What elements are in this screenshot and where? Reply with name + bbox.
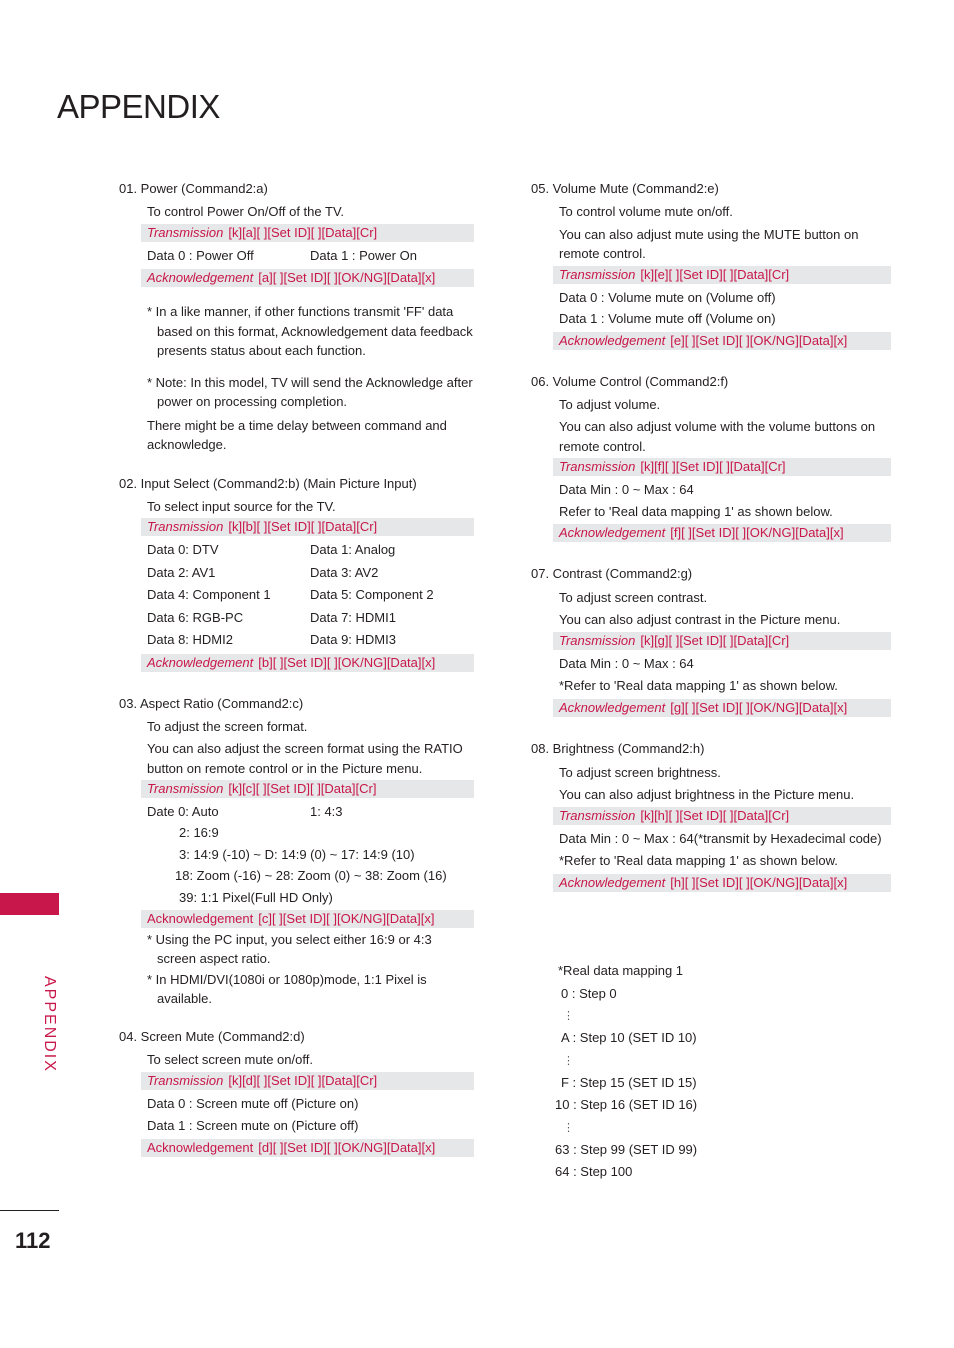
note (119, 373, 474, 412)
acknowledgement-code: [e][ ][Set ID][ ][OK/NG][Data][x] (670, 332, 848, 348)
ellipsis-icon: ⋮ (563, 1054, 574, 1067)
data-value: Data 1: Analog (310, 542, 396, 557)
acknowledgement-format (553, 524, 891, 542)
data-value: 3: 14:9 (-10) ~ D: 14:9 (0) ~ 17: 14:9 (10) (179, 846, 415, 862)
transmission-code: [k][h][ ][Set ID][ ][Data][Cr] (640, 808, 790, 823)
data-value: Data Min : 0 ~ Max : 64 (559, 482, 694, 497)
data-value: Data 3: AV2 (310, 564, 379, 580)
transmission-format (553, 266, 891, 284)
transmission-code: [k][g][ ][Set ID][ ][Data][Cr] (640, 633, 790, 648)
transmission-format (553, 458, 891, 476)
mapping-title: *Real data mapping 1 (558, 963, 684, 978)
section-description: To select screen mute on/off. (147, 1052, 313, 1067)
section-heading: 02. Input Select (Command2:b) (Main Picture Input) (119, 475, 417, 491)
section-description: You can also adjust mute using the MUTE button on remote control. (559, 226, 859, 261)
transmission-code: [k][d][ ][Set ID][ ][Data][Cr] (228, 1072, 378, 1088)
transmission-code: [k][e][ ][Set ID][ ][Data][Cr] (640, 266, 790, 282)
note (119, 302, 474, 361)
acknowledgement-format (141, 1139, 474, 1157)
acknowledgement-label: Acknowledgement (147, 911, 254, 926)
data-value: 39: 1:1 Pixel(Full HD Only) (179, 889, 333, 905)
section-description: To adjust volume. (559, 396, 661, 412)
section-description: To adjust the screen format. (147, 718, 308, 734)
transmission-code: [k][a][ ][Set ID][ ][Data][Cr] (228, 224, 378, 240)
transmission-format (141, 224, 474, 242)
note (119, 931, 474, 968)
ellipsis-icon: ⋮ (563, 1010, 574, 1022)
note-text: There might be a time delay between command and acknowledge. (147, 417, 447, 452)
data-value: Data 0 : Power Off (147, 247, 254, 263)
section-description: To adjust screen brightness. (559, 765, 721, 780)
section-heading: 06. Volume Control (Command2:f) (531, 373, 729, 389)
data-value: *Refer to 'Real data mapping 1' as shown below. (559, 853, 838, 868)
section-heading: 07. Contrast (Command2:g) (531, 566, 693, 581)
data-value: Data 6: RGB-PC (147, 609, 244, 625)
transmission-label: Transmission (559, 266, 636, 282)
section-heading: 04. Screen Mute (Command2:d) (119, 1029, 305, 1044)
side-tab-marker (0, 893, 59, 915)
transmission-label: Transmission (559, 459, 636, 474)
data-values-row (119, 607, 474, 630)
data-values-row (119, 539, 474, 562)
transmission-code: [k][c][ ][Set ID][ ][Data][Cr] (228, 781, 377, 796)
data-value: Data 7: HDMI1 (310, 609, 396, 625)
page-title: APPENDIX (57, 88, 220, 125)
note-text: * Note: In this model, TV will send the Acknowledge after power on processing completion. (147, 374, 473, 409)
data-values-row (119, 584, 474, 607)
data-values-row (119, 245, 474, 268)
transmission-label: Transmission (147, 224, 224, 240)
data-value: 2: 16:9 (179, 825, 219, 840)
acknowledgement-format (553, 874, 891, 892)
section-volume-control (531, 373, 891, 543)
acknowledgement-label: Acknowledgement (559, 525, 666, 540)
page-number: 112 (15, 1228, 51, 1253)
data-value: Data 1 : Power On (310, 247, 417, 263)
acknowledgement-code: [c][ ][Set ID][ ][OK/NG][Data][x] (258, 911, 435, 926)
section-description: To control Power On/Off of the TV. (147, 204, 345, 219)
acknowledgement-code: [f][ ][Set ID][ ][OK/NG][Data][x] (670, 525, 844, 540)
note-text: * In HDMI/DVI(1080i or 1080p)mode, 1:1 Pixel is available. (147, 972, 427, 1006)
transmission-label: Transmission (147, 1072, 224, 1088)
note-text: * Using the PC input, you select either 16:9 or 4:3 screen aspect ratio. (147, 932, 432, 966)
mapping-row: 64 : Step 100 (555, 1164, 633, 1179)
acknowledgement-format (553, 699, 891, 717)
mapping-row: 10 : Step 16 (SET ID 16) (555, 1097, 698, 1112)
section-volume-mute (531, 180, 891, 350)
transmission-label: Transmission (559, 808, 636, 823)
note (119, 971, 474, 1008)
note-text: * In a like manner, if other functions transmit 'FF' data based on this format, Acknowledgement data feedback presents status about each function. (147, 304, 473, 358)
data-value: 18: Zoom (-16) ~ 28: Zoom (0) ~ 38: Zoom (16) (175, 868, 447, 883)
data-value: 1: 4:3 (310, 804, 343, 819)
acknowledgement-format (141, 910, 474, 928)
section-aspect-ratio (119, 695, 474, 1009)
acknowledgement-code: [a][ ][Set ID][ ][OK/NG][Data][x] (258, 270, 436, 285)
data-value: Data 2: AV1 (147, 564, 216, 580)
transmission-format (553, 807, 891, 825)
transmission-label: Transmission (147, 781, 224, 796)
section-heading: 08. Brightness (Command2:h) (531, 741, 705, 756)
data-values-row (119, 629, 474, 652)
mapping-row: 0 : Step 0 (561, 985, 617, 1001)
transmission-format (553, 632, 891, 650)
page-divider (0, 1210, 59, 1211)
section-description: You can also adjust contrast in the Picture menu. (559, 611, 841, 627)
data-value: *Refer to 'Real data mapping 1' as shown below. (559, 678, 838, 693)
acknowledgement-code: [d][ ][Set ID][ ][OK/NG][Data][x] (258, 1139, 436, 1155)
section-heading: 03. Aspect Ratio (Command2:c) (119, 695, 304, 711)
data-value: Data Min : 0 ~ Max : 64 (559, 656, 694, 671)
data-value: Data 8: HDMI2 (147, 632, 233, 647)
acknowledgement-label: Acknowledgement (559, 700, 666, 715)
data-values-row (119, 562, 474, 585)
acknowledgement-label: Acknowledgement (559, 875, 666, 890)
acknowledgement-format (141, 269, 474, 287)
section-description: You can also adjust the screen format using the RATIO button on remote control or in the Picture menu. (147, 741, 463, 776)
mapping-row: F : Step 15 (SET ID 15) (561, 1074, 697, 1090)
right-column (531, 180, 891, 895)
section-description: To control volume mute on/off. (559, 204, 733, 219)
data-value: Data 0: DTV (147, 542, 219, 557)
transmission-label: Transmission (147, 519, 224, 534)
acknowledgement-code: [b][ ][Set ID][ ][OK/NG][Data][x] (258, 654, 436, 670)
section-power (119, 180, 474, 455)
section-heading: 05. Volume Mute (Command2:e) (531, 181, 719, 196)
acknowledgement-label: Acknowledgement (147, 1139, 254, 1155)
ellipsis-icon: ⋮ (563, 1121, 574, 1134)
mapping-row: 63 : Step 99 (SET ID 99) (555, 1141, 698, 1157)
transmission-code: [k][b][ ][Set ID][ ][Data][Cr] (228, 519, 378, 534)
section-screen-mute (119, 1028, 474, 1157)
data-value: Data Min : 0 ~ Max : 64(*transmit by Hexadecimal code) (559, 831, 882, 846)
section-heading: 01. Power (Command2:a) (119, 181, 268, 196)
section-description: To select input source for the TV. (147, 498, 336, 514)
acknowledgement-label: Acknowledgement (147, 654, 254, 670)
data-value: Data 1 : Screen mute on (Picture off) (147, 1117, 359, 1133)
acknowledgement-format (141, 654, 474, 672)
section-description: You can also adjust volume with the volume buttons on remote control. (559, 419, 876, 454)
data-value: Data 9: HDMI3 (310, 632, 396, 647)
acknowledgement-code: [h][ ][Set ID][ ][OK/NG][Data][x] (670, 875, 848, 890)
transmission-format (141, 518, 474, 536)
section-description: You can also adjust brightness in the Picture menu. (559, 786, 855, 802)
left-column (119, 180, 474, 1160)
data-value: Data 0 : Screen mute off (Picture on) (147, 1095, 359, 1111)
acknowledgement-label: Acknowledgement (559, 332, 666, 348)
transmission-code: [k][f][ ][Set ID][ ][Data][Cr] (640, 459, 786, 474)
data-values-row (119, 801, 474, 822)
side-section-label: APPENDIX (41, 976, 58, 1073)
data-value: Refer to 'Real data mapping 1' as shown below. (559, 503, 833, 519)
acknowledgement-code: [g][ ][Set ID][ ][OK/NG][Data][x] (670, 700, 848, 715)
acknowledgement-format (553, 332, 891, 350)
data-value: Data 1 : Volume mute off (Volume on) (559, 311, 776, 326)
section-contrast (531, 565, 891, 717)
data-value: Data 5: Component 2 (310, 587, 434, 602)
data-value: Data 4: Component 1 (147, 587, 271, 602)
transmission-format (141, 780, 474, 798)
section-brightness (531, 740, 891, 892)
data-value: Data 0 : Volume mute on (Volume off) (559, 289, 776, 305)
data-value: Date 0: Auto (147, 804, 219, 819)
section-description: To adjust screen contrast. (559, 590, 708, 605)
section-input-select (119, 475, 474, 672)
transmission-format (141, 1072, 474, 1090)
mapping-row: A : Step 10 (SET ID 10) (561, 1030, 697, 1045)
transmission-label: Transmission (559, 633, 636, 648)
real-data-mapping (555, 960, 855, 1184)
acknowledgement-label: Acknowledgement (147, 270, 254, 285)
